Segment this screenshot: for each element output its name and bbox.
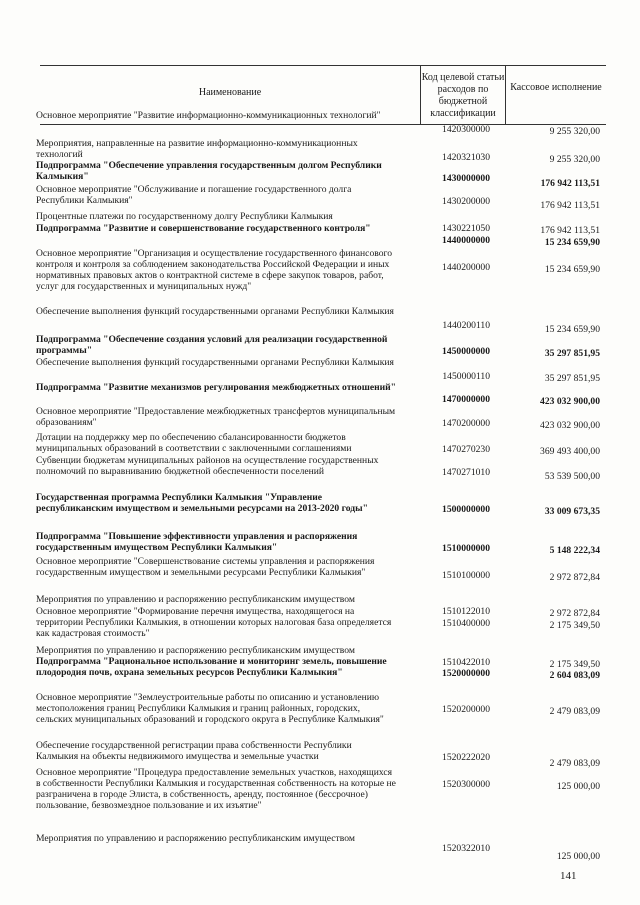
row-code: 1520222020 (442, 752, 490, 763)
row-name: Подпрограмма "Развитие механизмов регулирования межбюджетных отношений" (36, 382, 396, 393)
row-name: Обеспечение выполнения функций государственными органами Республики Калмыкия (36, 357, 394, 368)
row-name: Основное мероприятие "Процедура предоставление земельных участков, находящихся в собственности Республики Калмыкия и государственная собственность на которые не разграничена в городе Элиста, в собственность, аренду, постоянное (бессрочное) пользование, безвозмездное пользование и их изъятие" (36, 767, 396, 811)
row-amount: 35 297 851,95 (544, 373, 600, 384)
row-code: 1500000000 (442, 504, 490, 515)
row-code: 1520300000 (442, 779, 490, 790)
row-name: Мероприятия по управлению и распоряжению республиканским имуществом (36, 594, 355, 605)
row-code: 1470200000 (442, 418, 490, 429)
row-code: 1430000000 (442, 173, 490, 184)
row-name: Мероприятия, направленные на развитие информационно-коммуникационных технологий (36, 138, 358, 160)
row-amount: 35 297 851,95 (544, 348, 600, 359)
row-amount: 176 942 113,51 (540, 225, 600, 236)
header-amount: Кассовое исполнение (510, 82, 602, 93)
row-name: Основное мероприятие "Совершенствование системы управления и распоряжения государственным имуществом и земельными ресурсами Республики Калмыкия" (36, 556, 375, 578)
row-name: Основное мероприятие "Землеустроительные работы по описанию и установлению местоположения границ Республики Калмыкия и границ районных, городских, сельских муниципальных образований и городского округа в Республике Калмыкия" (36, 692, 384, 725)
row-code: 1510422010 (442, 657, 490, 668)
row-amount: 369 493 400,00 (540, 446, 600, 457)
row-amount: 33 009 673,35 (544, 506, 600, 517)
row-code: 1510000000 (442, 543, 490, 554)
row-name: Основное мероприятие "Обслуживание и погашение государственного долга Республики Калмыкия" (36, 184, 352, 206)
row-name: Основное мероприятие "Предоставление межбюджетных трансфертов муниципальным образованиям" (36, 406, 396, 428)
header-name: Наименование (198, 87, 262, 98)
row-name: Процентные платежи по государственному долгу Республики Калмыкия (36, 211, 333, 222)
page-number: 141 (560, 870, 577, 882)
row-amount: 53 539 500,00 (544, 471, 600, 482)
row-code: 1440200000 (442, 262, 490, 273)
row-name: Обеспечение государственной регистрации права собственности Республики Калмыкия на объекты недвижимого имущества и земельные участки (36, 740, 352, 762)
row-code: 1420321030 (442, 152, 490, 163)
row-amount: 2 972 872,84 (549, 572, 600, 583)
row-code: 1520200000 (442, 704, 490, 715)
row-amount: 15 234 659,90 (544, 237, 600, 248)
row-name: Подпрограмма "Обеспечение управления государственным долгом Республики Калмыкия" (36, 160, 382, 182)
row-name: Дотации на поддержку мер по обеспечению сбалансированности бюджетов муниципальных образований в соответствии с заключенными соглашениями (36, 432, 352, 454)
row-code: 1510400000 (442, 618, 490, 629)
row-amount: 2 972 872,84 (549, 608, 600, 619)
row-code: 1450000000 (442, 346, 490, 357)
row-amount: 2 175 349,50 (549, 620, 600, 631)
row-name: Основное мероприятие "Развитие информационно-коммуникационных технологий" (36, 110, 381, 121)
row-code: 1430200000 (442, 196, 490, 207)
row-code: 1470270230 (442, 444, 490, 455)
row-amount: 9 255 320,00 (549, 154, 600, 165)
header-code: Код целевой статьи расходов по бюджетной классификации (421, 72, 505, 119)
row-amount: 423 032 900,00 (540, 420, 600, 431)
row-name: Подпрограмма "Обеспечение создания условий для реализации государственной программы" (36, 334, 388, 356)
row-code: 1470000000 (442, 394, 490, 405)
row-code: 1510122010 (442, 606, 490, 617)
row-amount: 125 000,00 (556, 851, 600, 862)
row-code: 1440000000 (442, 235, 490, 246)
row-name: Подпрограмма "Повышение эффективности управления и распоряжения государственным имуществом Республики Калмыкия" (36, 531, 358, 553)
row-amount: 2 175 349,50 (549, 659, 600, 670)
row-amount: 9 255 320,00 (549, 126, 600, 137)
row-name: Государственная программа Республики Калмыкия "Управление республиканским имуществом и земельными ресурсами на 2013-2020 годы" (36, 492, 368, 514)
row-name: Основное мероприятие "Организация и осуществление государственного финансового контроля и контроля за соблюдением законодательства Российской Федерации и иных нормативных правовых актов о контрактной системе в сфере закупок товаров, работ, услуг для государственных и муниципальных нужд" (36, 248, 392, 292)
row-code: 1450000110 (442, 371, 490, 382)
row-name: Подпрограмма "Развитие и совершенствование государственного контроля" (36, 223, 371, 234)
row-name: Основное мероприятие "Формирование перечня имущества, находящегося на территории Республики Калмыкия, в отношении которых налоговая база определяется как кадастровая стоимость" (36, 606, 392, 639)
row-name: Мероприятия по управлению и распоряжению республиканским имуществом (36, 833, 355, 844)
row-name: Подпрограмма "Рациональное использование и мониторинг земель, повышение плодородия почв, охрана земельных ресурсов Республики Калмыкия" (36, 656, 387, 678)
row-amount: 15 234 659,90 (544, 324, 600, 335)
row-code: 1520000000 (442, 668, 490, 679)
row-amount: 2 479 083,09 (549, 758, 600, 769)
row-code: 1440200110 (442, 320, 490, 331)
row-amount: 423 032 900,00 (540, 396, 600, 407)
row-name: Обеспечение выполнения функций государственными органами Республики Калмыкия (36, 306, 394, 317)
row-name: Мероприятия по управлению и распоряжению республиканским имуществом (36, 645, 355, 656)
row-code: 1470271010 (442, 467, 490, 478)
row-amount: 5 148 222,34 (549, 545, 600, 556)
row-amount: 176 942 113,51 (540, 178, 600, 189)
header-divider (505, 66, 506, 124)
row-amount: 2 479 083,09 (549, 706, 600, 717)
row-name: Субвенции бюджетам муниципальных районов на осуществление государственных полномочий по выравниванию бюджетной обеспеченности поселений (36, 455, 379, 477)
row-amount: 2 604 083,09 (549, 670, 600, 681)
row-amount: 125 000,00 (556, 781, 600, 792)
row-code: 1420300000 (442, 124, 490, 135)
row-amount: 176 942 113,51 (540, 200, 600, 211)
row-code: 1430221050 (442, 223, 490, 234)
row-code: 1520322010 (442, 843, 490, 854)
row-amount: 15 234 659,90 (544, 264, 600, 275)
row-code: 1510100000 (442, 570, 490, 581)
